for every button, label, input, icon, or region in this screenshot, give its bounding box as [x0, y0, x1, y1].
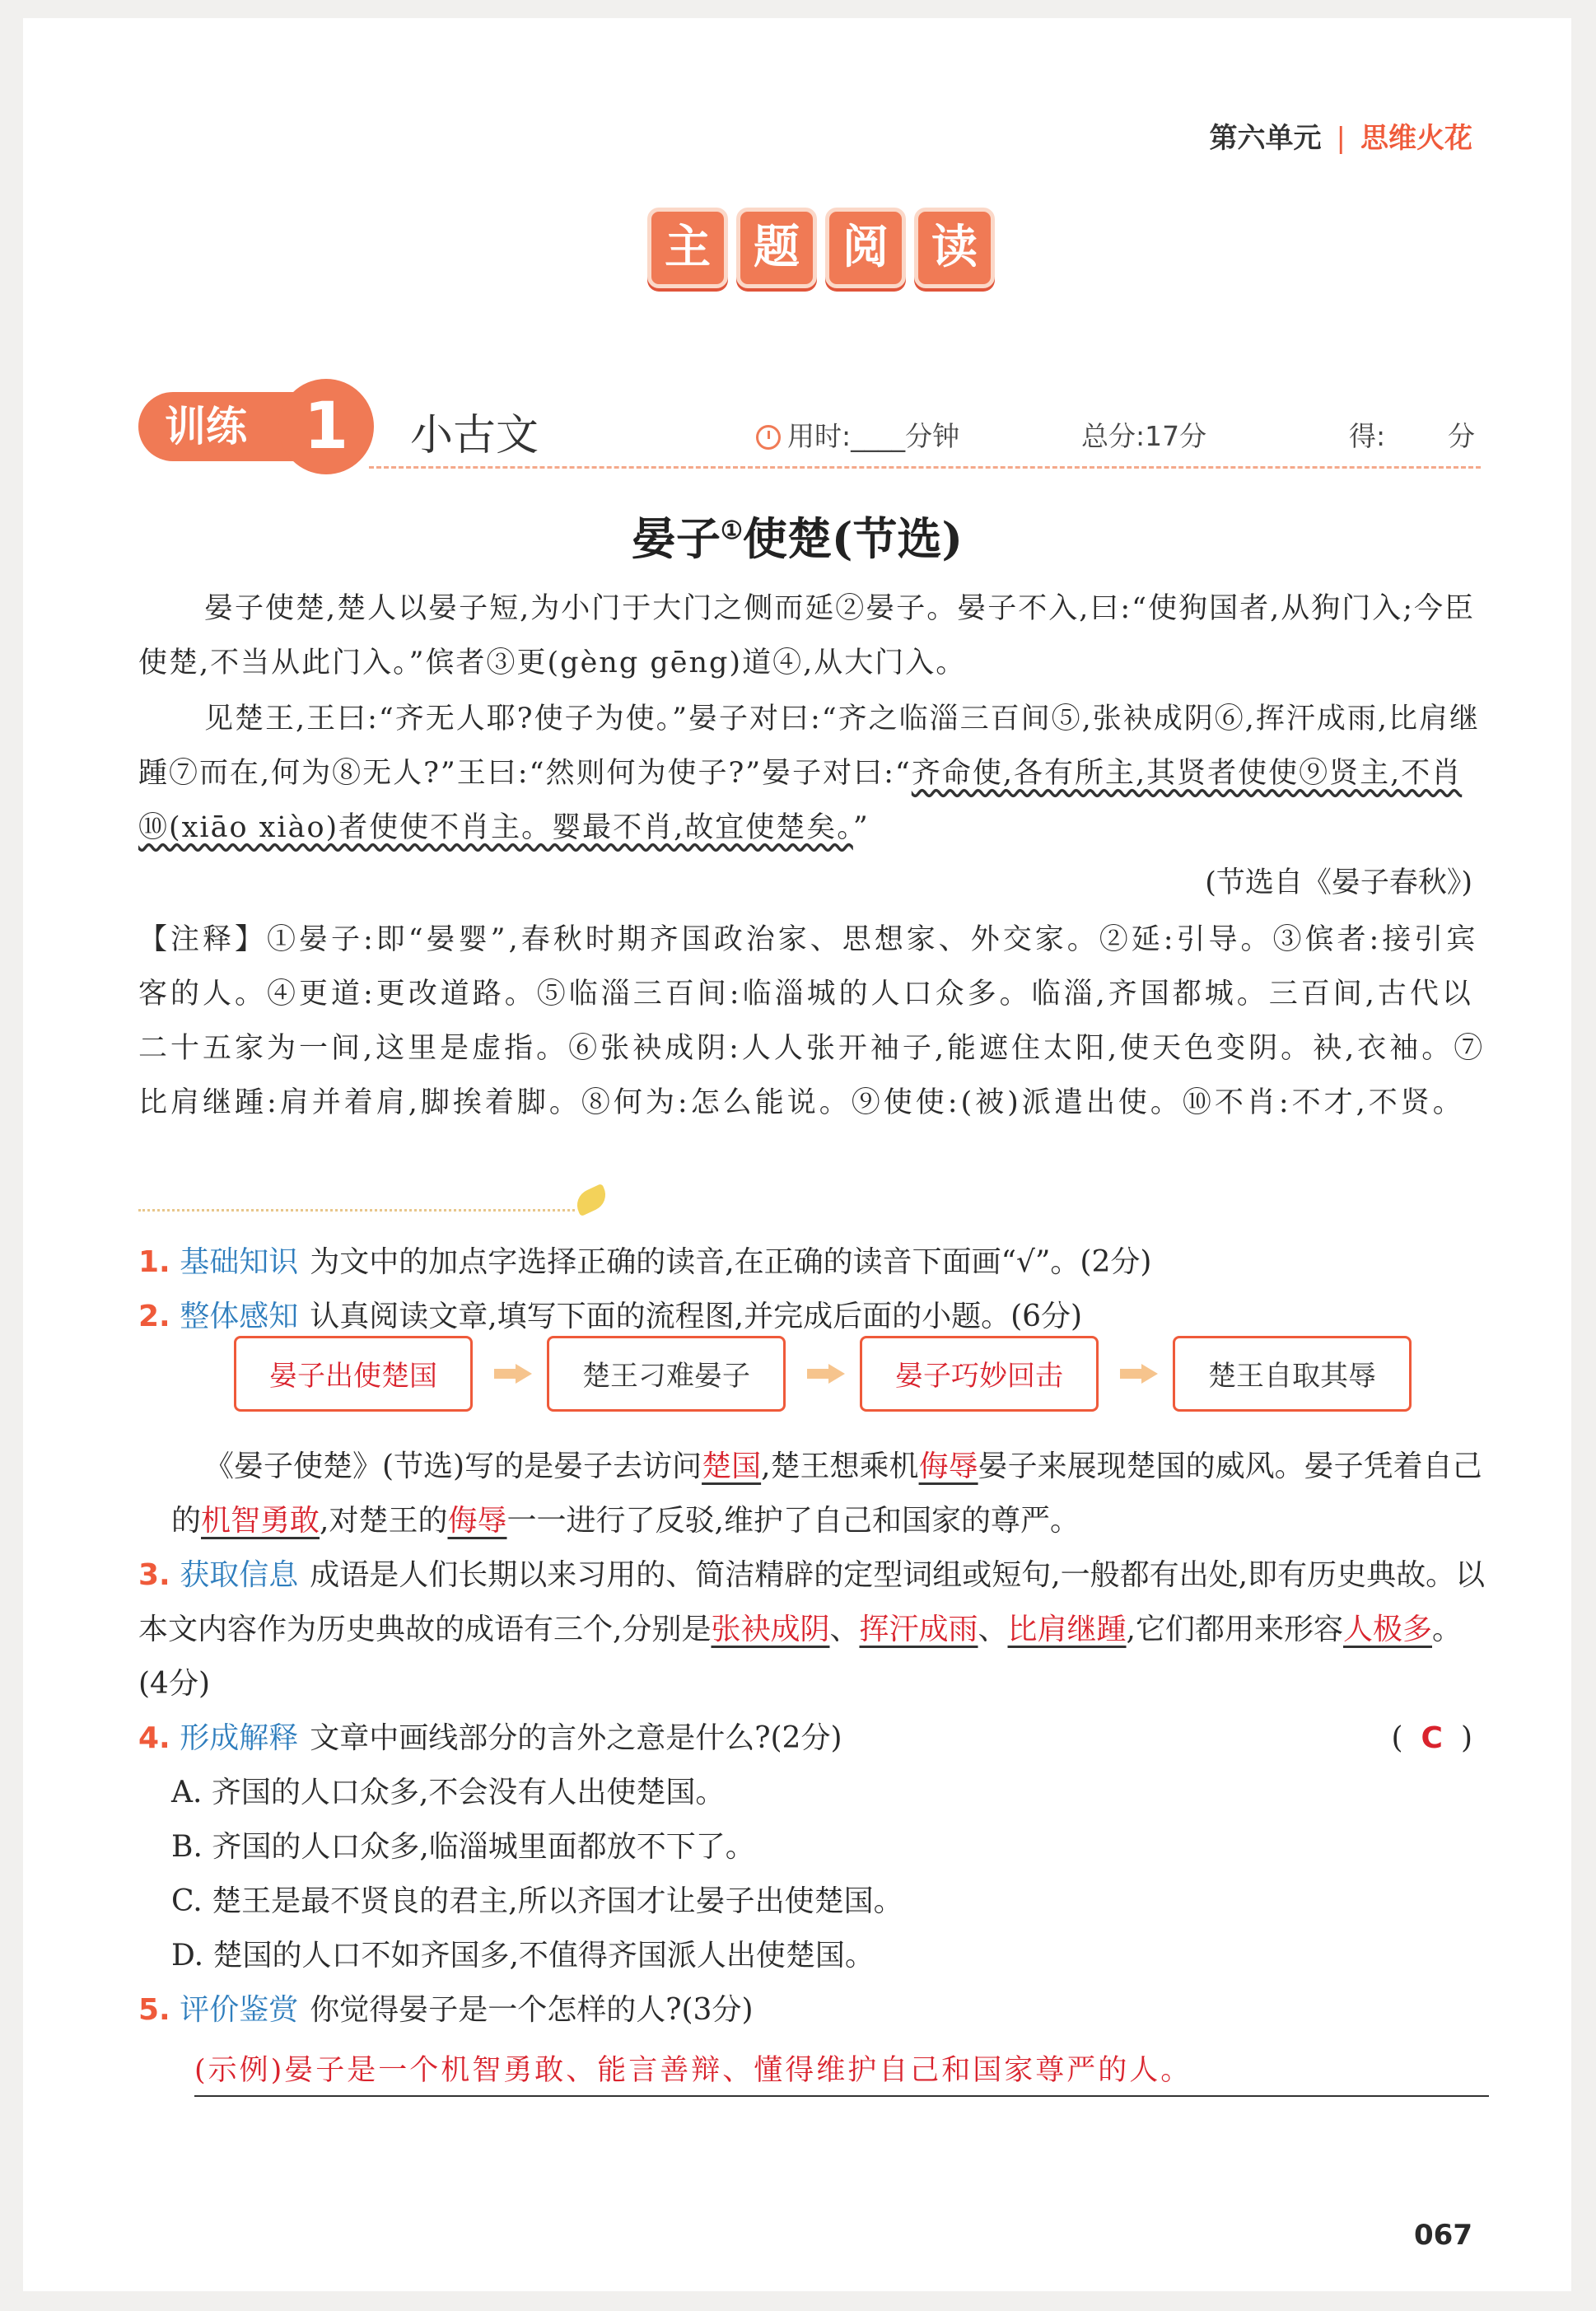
question-text: ,它们都用来形容 [1126, 1613, 1343, 1646]
question-tag: 形成解释 [180, 1721, 299, 1755]
filled-answer: 人极多 [1342, 1613, 1432, 1646]
passage-title-rest: 使楚(节选) [742, 512, 963, 565]
filled-answer: 楚国 [702, 1450, 762, 1483]
filled-answer: 比肩继踵 [1007, 1613, 1127, 1646]
section-label: 思维火花 [1360, 122, 1472, 155]
question-3 [138, 1548, 1489, 1711]
filled-answer: 机智勇敢 [201, 1504, 320, 1538]
option-b: B. 齐国的人口众多,临淄城里面都放不下了。 [171, 1830, 755, 1864]
time-label: 用时:____分钟 [787, 420, 960, 452]
question-number: 3. [138, 1558, 170, 1592]
question-text: 文章中画线部分的言外之意是什么?(2分) [310, 1721, 842, 1755]
question-2-summary [138, 1440, 1489, 1548]
question-tag: 整体感知 [180, 1300, 299, 1333]
banner-char: 主 [647, 208, 728, 288]
banner-char: 读 [914, 208, 995, 288]
question-text: 成语是人们长期以来习用的、简洁精辟的定型词组或短句,一般都有出处,即有历史典故。以本文内容作为历史典故的成语有三个,分别是 [138, 1558, 1486, 1646]
passage-paragraph-1 [138, 581, 1489, 690]
summary-text: ,对楚王的 [320, 1504, 448, 1538]
question-text: 。(4分) [138, 1613, 1463, 1701]
filled-answer: 侮辱 [447, 1504, 507, 1538]
flow-box: 楚王自取其辱 [1173, 1336, 1412, 1412]
question-text: 认真阅读文章,填写下面的流程图,并完成后面的小题。(6分) [310, 1300, 1083, 1333]
clock-icon [756, 425, 781, 450]
separator: 、 [978, 1613, 1008, 1646]
summary-text: 晏子来展现楚国的威风。晏子凭着自己的 [171, 1450, 1482, 1538]
time-field [756, 415, 959, 454]
paragraph-text: 晏子使楚,楚人以晏子短,为小门于大门之侧而延②晏子。晏子不入,曰:“使狗国者,从狗门入;今臣使楚,不当从此门入。”傧者③更(gèng gēng)道④,从大门入。 [138, 592, 1475, 679]
filled-answer: 挥汗成雨 [859, 1613, 978, 1646]
passage-title-note: ① [720, 516, 743, 545]
score-label: 得: [1349, 420, 1386, 452]
theme-reading-banner [647, 208, 995, 288]
dashed-divider [369, 466, 1481, 469]
question-number: 5. [138, 1993, 170, 2027]
question-4 [138, 1711, 1489, 1766]
underlined-passage: 齐命使,各有所主,其贤者使使⑨贤主,不肖⑩(xiāo xiào)者使使不肖主。婴最不肖,故宜使楚矣。 [138, 757, 1463, 844]
question-number: 2. [138, 1300, 170, 1333]
answer-bracket [1391, 1711, 1472, 1766]
leaf-icon [572, 1184, 610, 1216]
unit-header [1210, 115, 1472, 156]
summary-text: ,楚王想乘机 [761, 1450, 919, 1483]
training-header [138, 374, 1489, 473]
option-d: D. 楚国的人口不如齐国多,不值得齐国派人出使楚国。 [171, 1939, 875, 1973]
question-tag: 获取信息 [180, 1558, 299, 1592]
flow-box: 晏子出使楚国 [234, 1336, 473, 1412]
question-4-options [138, 1766, 1489, 1983]
arrow-right-icon [1120, 1364, 1158, 1384]
passage-title [23, 504, 1571, 567]
flow-box: 晏子巧妙回击 [860, 1336, 1099, 1412]
separator: 、 [829, 1613, 860, 1646]
question-5 [138, 1983, 1489, 2038]
total-score: 总分:17分 [1081, 420, 1207, 452]
question-number: 1. [138, 1245, 170, 1279]
banner-char: 阅 [825, 208, 906, 288]
training-number: 1 [278, 379, 374, 474]
training-title: 小古文 [410, 411, 539, 460]
passage-source: (节选自《晏子春秋》) [1205, 866, 1472, 899]
paren-open: ( [1391, 1721, 1403, 1755]
arrow-right-icon [807, 1364, 845, 1384]
question-5-answer: (示例)晏子是一个机智勇敢、能言善辩、懂得维护自己和国家尊严的人。 [194, 2046, 1489, 2097]
summary-text: 一一进行了反驳,维护了自己和国家的尊严。 [506, 1504, 1080, 1538]
filled-answer: 张袂成阴 [711, 1613, 830, 1646]
arrow-right-icon [494, 1364, 532, 1384]
question-text: 为文中的加点字选择正确的读音,在正确的读音下面画“√”。(2分) [310, 1245, 1152, 1279]
flow-chart [234, 1336, 1436, 1418]
passage-title-main: 晏子 [631, 512, 721, 565]
paren-close: ) [1460, 1721, 1472, 1755]
question-number: 4. [138, 1721, 170, 1755]
unit-label: 第六单元 [1209, 122, 1322, 155]
training-badge: 训练 [138, 392, 361, 461]
passage-paragraph-2 [138, 692, 1489, 855]
paragraph-text: ” [852, 811, 870, 844]
annotations: 【注释】①晏子:即“晏婴”,春秋时期齐国政治家、思想家、外交家。②延:引导。③傧者:接引宾客的人。④更道:更改道路。⑤临淄三百间:临淄城的人口众多。临淄,齐国都城。三百间,古代以二十五家为一间,这里是虚指。⑥张袂成阴:人人张开袖子,能遮住太阳,使天色变阴。袂,衣袖。⑦比肩继踵:肩并着肩,脚挨着脚。⑧何为:怎么能说。⑨使使:(被)派遣出使。⑩不肖:不才,不贤。 [138, 923, 1486, 1119]
flow-box: 楚王刁难晏子 [547, 1336, 786, 1412]
banner-char: 题 [736, 208, 817, 288]
page-number: 067 [1414, 2219, 1472, 2252]
paragraph-text: 见楚王,王曰:“齐无人耶?使子为使。”晏子对曰:“齐之临淄三百间⑤,张袂成阴⑥,挥汗成雨,比肩继踵⑦而在,何为⑧无人?”王曰:“然则何为使子?”晏子对曰:“ [138, 703, 1481, 790]
score-unit: 分 [1448, 420, 1475, 452]
summary-text: 《晏子使楚》(节选)写的是晏子去访问 [204, 1450, 702, 1483]
selected-answer: C [1421, 1721, 1443, 1755]
filled-answer: 侮辱 [918, 1450, 978, 1483]
option-c: C. 楚王是最不贤良的君主,所以齐国才让晏子出使楚国。 [171, 1884, 903, 1918]
question-1 [138, 1235, 1489, 1290]
question-tag: 基础知识 [180, 1245, 299, 1279]
question-text: 你觉得晏子是一个怎样的人?(3分) [310, 1993, 754, 2027]
dotted-divider [138, 1209, 575, 1212]
option-a: A. 齐国的人口众多,不会没有人出使楚国。 [171, 1776, 726, 1809]
worksheet-page [23, 18, 1571, 2291]
question-tag: 评价鉴赏 [180, 1993, 299, 2027]
header-separator: | [1336, 122, 1346, 155]
